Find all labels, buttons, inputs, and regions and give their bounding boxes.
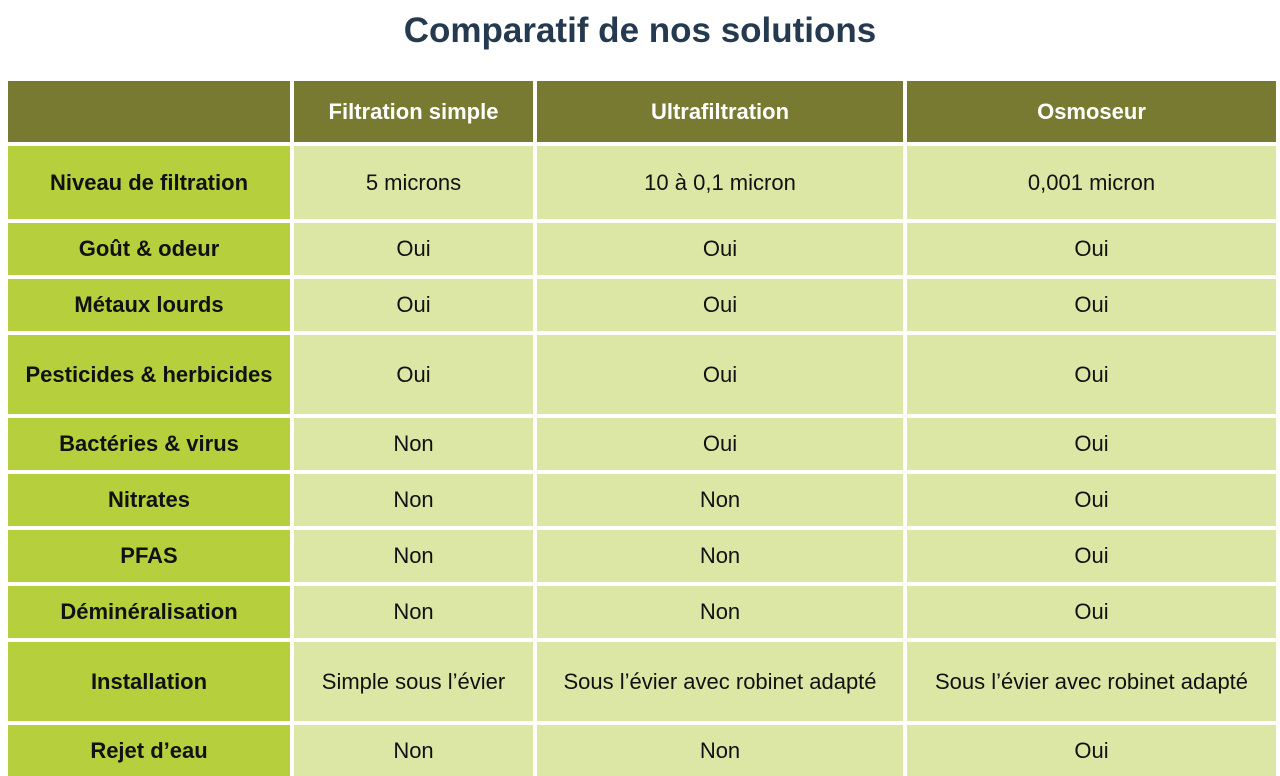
column-header-osmoseur: Osmoseur	[907, 81, 1276, 142]
header-corner-cell	[8, 81, 290, 142]
row-header: Goût & odeur	[8, 223, 290, 275]
table-cell: Non	[294, 418, 533, 470]
column-header-filtration-simple: Filtration simple	[294, 81, 533, 142]
comparison-table	[8, 81, 1276, 776]
table-cell: 5 microns	[294, 146, 533, 219]
table-cell: Non	[294, 474, 533, 526]
table-cell: Oui	[294, 335, 533, 414]
table-cell: Non	[294, 586, 533, 638]
table-cell: Simple sous l’évier	[294, 642, 533, 721]
table-cell: Oui	[907, 223, 1276, 275]
table-cell: Oui	[907, 335, 1276, 414]
row-header: Métaux lourds	[8, 279, 290, 331]
table-cell: Oui	[537, 335, 903, 414]
table-cell: Oui	[294, 279, 533, 331]
table-cell: 0,001 micron	[907, 146, 1276, 219]
table-cell: Non	[294, 725, 533, 776]
row-header: PFAS	[8, 530, 290, 582]
row-header: Pesticides & herbicides	[8, 335, 290, 414]
column-header-ultrafiltration: Ultrafiltration	[537, 81, 903, 142]
table-cell: Non	[537, 725, 903, 776]
table-cell: Non	[537, 474, 903, 526]
row-header: Déminéralisation	[8, 586, 290, 638]
row-header: Nitrates	[8, 474, 290, 526]
table-cell: Sous l’évier avec robinet adapté	[907, 642, 1276, 721]
table-cell: Sous l’évier avec robinet adapté	[537, 642, 903, 721]
table-cell: 10 à 0,1 micron	[537, 146, 903, 219]
table-cell: Oui	[907, 586, 1276, 638]
row-header: Bactéries & virus	[8, 418, 290, 470]
table-cell: Oui	[294, 223, 533, 275]
table-cell: Oui	[907, 725, 1276, 776]
table-cell: Oui	[537, 279, 903, 331]
table-cell: Non	[537, 586, 903, 638]
table-cell: Oui	[907, 279, 1276, 331]
table-cell: Oui	[907, 530, 1276, 582]
table-cell: Oui	[907, 418, 1276, 470]
row-header: Niveau de filtration	[8, 146, 290, 219]
table-cell: Oui	[537, 418, 903, 470]
table-cell: Oui	[907, 474, 1276, 526]
table-cell: Oui	[537, 223, 903, 275]
table-cell: Non	[294, 530, 533, 582]
page-title: Comparatif de nos solutions	[403, 11, 877, 50]
table-cell: Non	[537, 530, 903, 582]
row-header: Installation	[8, 642, 290, 721]
row-header: Rejet d’eau	[8, 725, 290, 776]
